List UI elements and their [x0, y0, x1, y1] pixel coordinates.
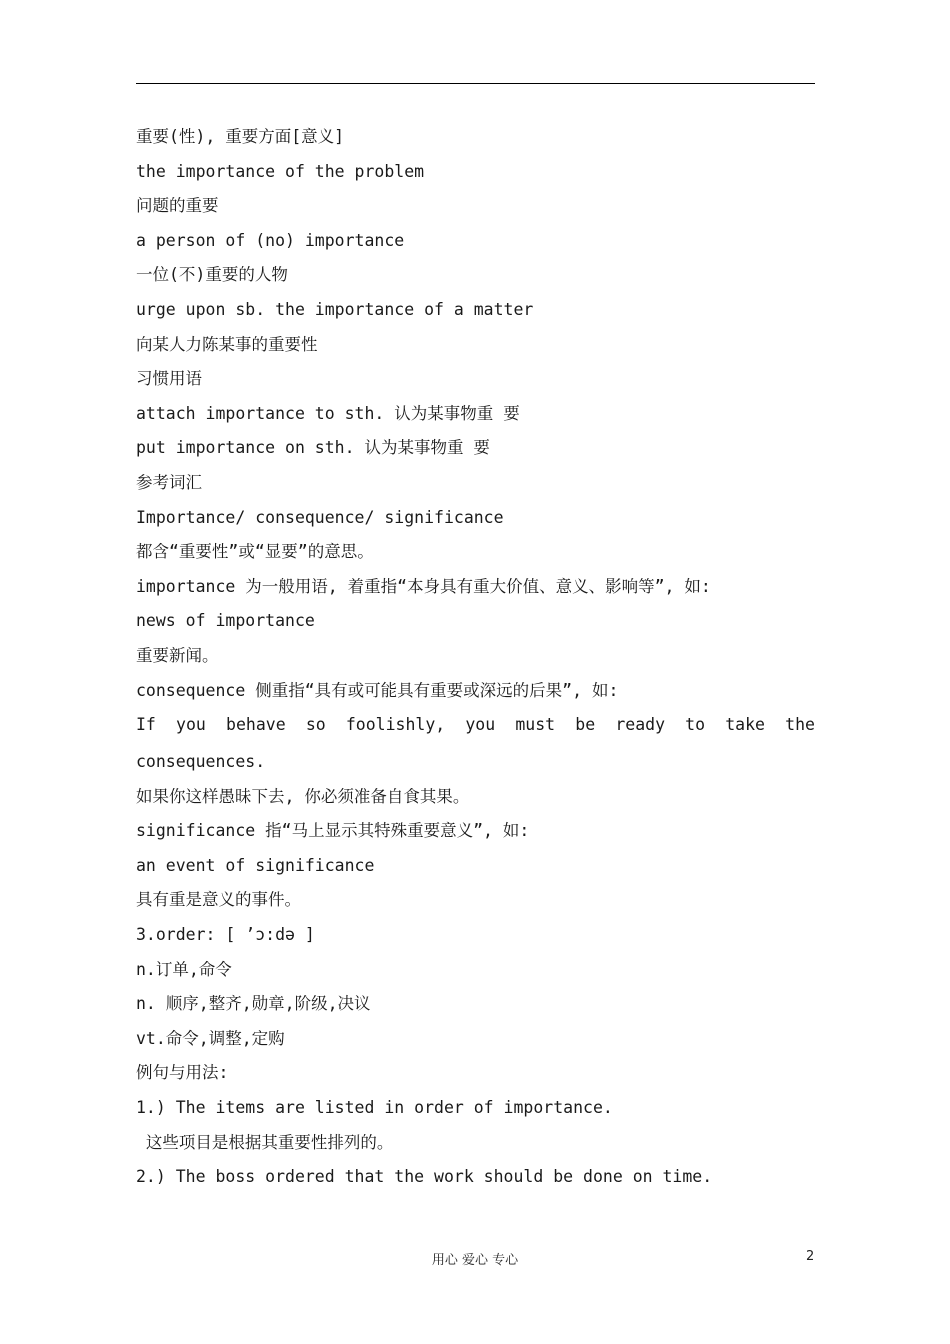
text-line: 一位(不)重要的人物	[136, 265, 288, 285]
section-heading: 习惯用语	[136, 369, 202, 389]
word: the	[785, 715, 815, 735]
section-heading: 参考词汇	[136, 472, 202, 492]
word: so	[305, 715, 326, 735]
word: must	[515, 715, 556, 735]
text-line: an event of significance	[136, 855, 375, 875]
word: you	[176, 715, 206, 735]
text-line: 具有重是意义的事件。	[136, 890, 301, 910]
text-line: 问题的重要	[136, 196, 219, 216]
text-line: the importance of the problem	[136, 161, 425, 181]
justified-example-line	[136, 708, 815, 745]
word: behave	[226, 715, 286, 735]
word: be	[575, 715, 596, 735]
text-line: Importance/ consequence/ significance	[136, 507, 504, 527]
text-line: a person of (no) importance	[136, 230, 405, 250]
page-footer	[0, 1249, 950, 1267]
section-heading: 例句与用法:	[136, 1063, 229, 1083]
text-line: importance 为一般用语, 着重指“本身具有重大价值、意义、影响等”, 如:	[136, 576, 711, 596]
word: take	[725, 715, 765, 735]
text-line: n.订单,命令	[136, 959, 232, 979]
text-line: attach importance to sth. 认为某事物重 要	[136, 403, 520, 423]
text-line: 都含“重要性”或“显要”的意思。	[136, 542, 374, 562]
word: you	[465, 715, 496, 735]
text-line: urge upon sb. the importance of a matter	[136, 299, 534, 319]
word: to	[685, 715, 706, 735]
text-line: consequences.	[136, 752, 266, 772]
text-line: consequence 侧重指“具有或可能具有重要或深远的后果”, 如:	[136, 680, 619, 700]
text-line: 重要新闻。	[136, 645, 219, 665]
text-line: 向某人力陈某事的重要性	[136, 334, 318, 354]
text-line: significance 指“马上显示其特殊重要意义”, 如:	[136, 821, 530, 841]
header-rule	[136, 83, 815, 84]
document-body	[136, 120, 815, 1195]
text-line: put importance on sth. 认为某事物重 要	[136, 438, 490, 458]
example-sentence: 2.) The boss ordered that the work should be done on time.	[136, 1167, 713, 1187]
footer-text: 用心 爱心 专心	[431, 1253, 519, 1268]
text-line: news of importance	[136, 611, 315, 631]
text-line: n. 顺序,整齐,勋章,阶级,决议	[136, 994, 371, 1014]
entry-heading: 3.order: [ ’ɔ:də ]	[136, 925, 315, 945]
text-line: 如果你这样愚昧下去, 你必须准备自食其果。	[136, 786, 470, 806]
word: foolishly,	[345, 715, 446, 735]
text-line: 重要(性), 重要方面[意义]	[136, 127, 345, 146]
word: ready	[615, 715, 665, 735]
page-number: 2	[806, 1249, 815, 1264]
example-translation: 这些项目是根据其重要性排列的。	[136, 1132, 394, 1152]
example-sentence: 1.) The items are listed in order of importance.	[136, 1098, 613, 1118]
word: If	[136, 715, 156, 735]
text-line: vt.命令,调整,定购	[136, 1028, 285, 1048]
